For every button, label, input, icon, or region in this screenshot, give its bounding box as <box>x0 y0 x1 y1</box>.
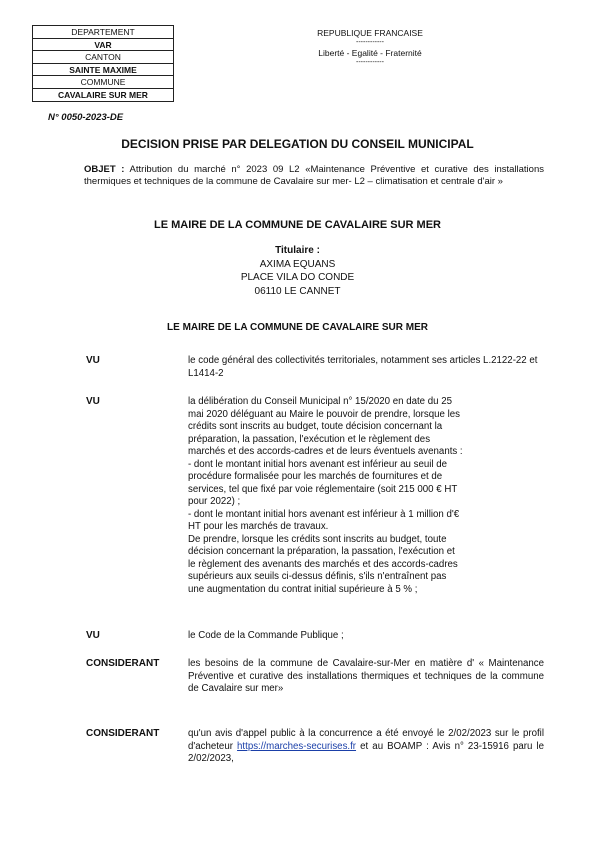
clause-text <box>188 728 544 766</box>
clause-text-part: et au BOAMP : Avis n° 23-15916 paru le 2/02/2023, <box>188 740 544 764</box>
departement-value: VAR <box>33 39 173 52</box>
objet-text: Attribution du marché n° 2023 09 L2 «Maintenance Préventive et curative des installations thermiques et techniques de la commune de Cavalaire sur mer- L2 – climatisation et centrale d'air » <box>84 164 544 187</box>
decision-number: N° 0050-2023-DE <box>48 112 124 123</box>
objet-paragraph <box>84 164 544 188</box>
commune-label: COMMUNE <box>33 76 173 89</box>
titulaire-block <box>0 244 595 298</box>
republic-separator: ------------ <box>356 39 384 46</box>
clause-line: préparation, la passation, l'exécution et le règlement des <box>188 433 431 445</box>
clause-text <box>188 396 544 596</box>
clause-line: De prendre, lorsque les crédits sont inscrits au budget, toute <box>188 533 447 545</box>
republic-name: REPUBLIQUE FRANCAISE <box>317 28 423 38</box>
maire-title: LE MAIRE DE LA COMMUNE DE CAVALAIRE SUR MER <box>153 219 442 231</box>
republic-header <box>300 27 440 67</box>
clause-line: crédits sont inscrits au budget, toute décision concernant la <box>188 421 443 432</box>
canton-value: SAINTE MAXIME <box>33 64 173 77</box>
clause-line: pour 2022) ; <box>188 496 241 507</box>
clause-line: supérieurs aux seuils ci-dessus définis, s'ils n'entraînent pas <box>188 571 447 582</box>
main-title: DECISION PRISE PAR DELEGATION DU CONSEIL MUNICIPAL <box>121 137 474 151</box>
commune-value: CAVALAIRE SUR MER <box>58 89 148 100</box>
clause-key: CONSIDERANT <box>86 658 160 669</box>
clause-line: - dont le montant initial hors avenant est inférieur à 1 million d'€ <box>188 508 460 520</box>
maire-title: LE MAIRE DE LA COMMUNE DE CAVALAIRE SUR MER <box>167 322 428 333</box>
clause-line: marchés et des accords-cadres et de leurs éventuels avenants : <box>188 446 463 457</box>
clause-key: CONSIDERANT <box>86 728 160 739</box>
clause-text-part: qu'un avis d'appel public à la concurrence a été envoyé le 2/02/2023 sur le profil d'acheteur <box>188 728 544 752</box>
objet-label: OBJET : <box>84 164 125 175</box>
titulaire-label: Titulaire : <box>275 245 320 256</box>
republic-motto: Liberté - Egalité - Fraternité <box>318 48 422 58</box>
clause-line: - dont le montant initial hors avenant est inférieur au seuil de <box>188 458 448 470</box>
clause-line: mai 2020 déléguant au Maire le pouvoir de prendre, lorsque les <box>188 408 460 420</box>
clause-key: VU <box>86 630 100 641</box>
clause-line: procédure formalisée pour les marchés de fournitures et de <box>188 471 443 482</box>
clause-line: le règlement des avenants des marchés et des accords-cadres <box>188 558 458 570</box>
titulaire-name: AXIMA EQUANS <box>259 258 336 270</box>
clause-line: décision concernant la préparation, la passation, l'exécution et <box>188 546 455 557</box>
administrative-box <box>32 25 174 102</box>
buyer-profile-link[interactable]: https://marches-securises.fr <box>237 740 357 752</box>
republic-separator: ------------ <box>356 59 384 66</box>
clause-line: la délibération du Conseil Municipal n° 15/2020 en date du 25 <box>188 396 453 407</box>
departement-label: DEPARTEMENT <box>33 26 173 39</box>
canton-label: CANTON <box>33 51 173 64</box>
clause-key: VU <box>86 396 100 407</box>
titulaire-address: PLACE VILA DO CONDE <box>240 272 355 283</box>
clause-text: les besoins de la commune de Cavalaire-sur-Mer en matière d' « Maintenance Préventive et curative des installations thermiques et techniques de la commune de Cavalaire sur mer» <box>188 658 544 694</box>
clause-text: le Code de la Commande Publique ; <box>188 630 344 641</box>
titulaire-city: 06110 LE CANNET <box>254 285 341 297</box>
clause-line: services, tel que fixé par voie réglementaire (soit 215 000 € HT <box>188 483 458 495</box>
clause-line: une augmentation du contrat initial supérieure à 5 % ; <box>188 583 418 595</box>
clause-line: HT pour les marchés de travaux. <box>188 521 329 532</box>
clause-text: le code général des collectivités territoriales, notamment ses articles L.2122-22 et L1414-2 <box>188 355 538 379</box>
clause-key: VU <box>86 355 100 366</box>
